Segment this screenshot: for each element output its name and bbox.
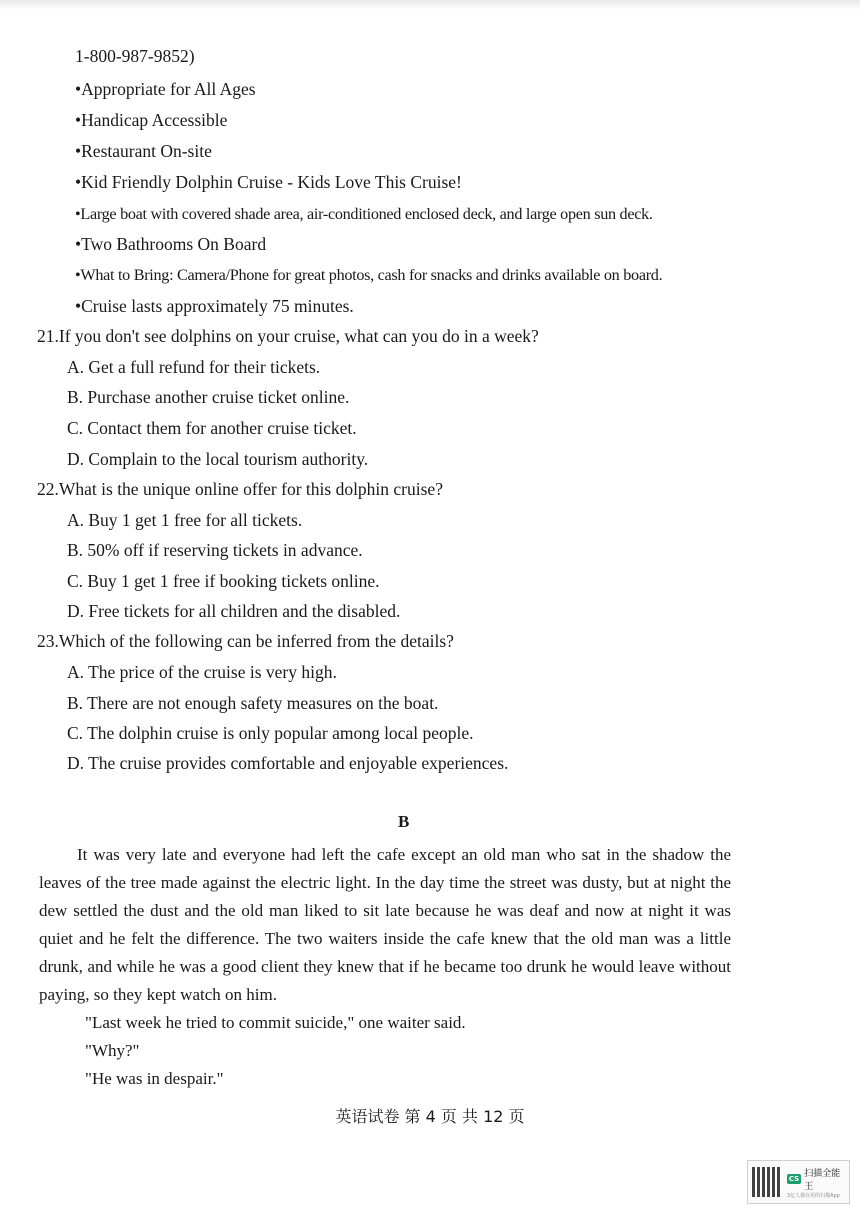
answer-option: A. The price of the cruise is very high. — [67, 662, 337, 682]
bullet-item: •Two Bathrooms On Board — [75, 234, 267, 254]
question-stem: 21.If you don't see dolphins on your cruise, what can you do in a week? — [37, 326, 539, 346]
scan-top-edge — [0, 0, 860, 10]
answer-option: A. Get a full refund for their tickets. — [67, 357, 321, 377]
answer-option: B. There are not enough safety measures on the boat. — [67, 693, 439, 713]
answer-option: C. Contact them for another cruise ticket. — [67, 418, 357, 438]
bullet-item: •Restaurant On-site — [75, 141, 212, 161]
page-footer: 英语试卷 第 4 页 共 12 页 — [335, 1107, 525, 1126]
answer-option: B. Purchase another cruise ticket online. — [67, 387, 350, 407]
bullet-item: •Large boat with covered shade area, air-conditioned enclosed deck, and large open sun deck. — [75, 205, 653, 223]
answer-option: B. 50% off if reserving tickets in advance. — [67, 540, 363, 560]
scanner-app-name: 扫描全能王 — [804, 1168, 841, 1192]
bullet-item: •Handicap Accessible — [75, 110, 228, 130]
scanner-text — [787, 1166, 849, 1199]
bullet-item: •Appropriate for All Ages — [75, 79, 256, 99]
answer-option: D. Complain to the local tourism authority. — [67, 449, 369, 469]
bullet-item: •Kid Friendly Dolphin Cruise - Kids Love This Cruise! — [75, 172, 462, 192]
answer-option: D. Free tickets for all children and the disabled. — [67, 601, 401, 621]
answer-option: C. Buy 1 get 1 free if booking tickets online. — [67, 571, 380, 591]
bullet-item: •What to Bring: Camera/Phone for great photos, cash for snacks and drinks available on board. — [75, 266, 663, 284]
scanner-watermark — [747, 1160, 850, 1204]
section-heading: B — [398, 812, 410, 831]
scanner-tagline: 3亿人都在用的扫描App — [786, 1192, 840, 1199]
dialogue-line: "Why?" — [85, 1041, 140, 1060]
cs-logo-icon: CS — [788, 1174, 800, 1183]
question-stem: 23.Which of the following can be inferred from the details? — [37, 631, 454, 651]
qr-code-icon — [752, 1167, 782, 1197]
answer-option: A. Buy 1 get 1 free for all tickets. — [67, 510, 303, 530]
answer-option: C. The dolphin cruise is only popular among local people. — [67, 723, 474, 743]
question-stem: 22.What is the unique online offer for this dolphin cruise? — [37, 479, 443, 499]
answer-option: D. The cruise provides comfortable and enjoyable experiences. — [67, 753, 509, 773]
dialogue-line: "Last week he tried to commit suicide," one waiter said. — [85, 1013, 466, 1032]
dialogue-line: "He was in despair." — [85, 1069, 224, 1088]
passage-paragraph: It was very late and everyone had left the cafe except an old man who sat in the shadow the leaves of the tree made against the electric light. In the day time the street was dusty, but at night the dew settled the dust and the old man liked to sit late because he was deaf and now at night it was quiet and he felt the difference. The two waiters inside the cafe knew that the old man was a little drunk, and while he was a good client they knew that if he became too drunk he would leave without paying, so they kept watch on him. — [39, 845, 731, 1004]
phone-number-tail: 1-800-987-9852) — [75, 46, 195, 66]
bullet-item: •Cruise lasts approximately 75 minutes. — [75, 296, 354, 316]
